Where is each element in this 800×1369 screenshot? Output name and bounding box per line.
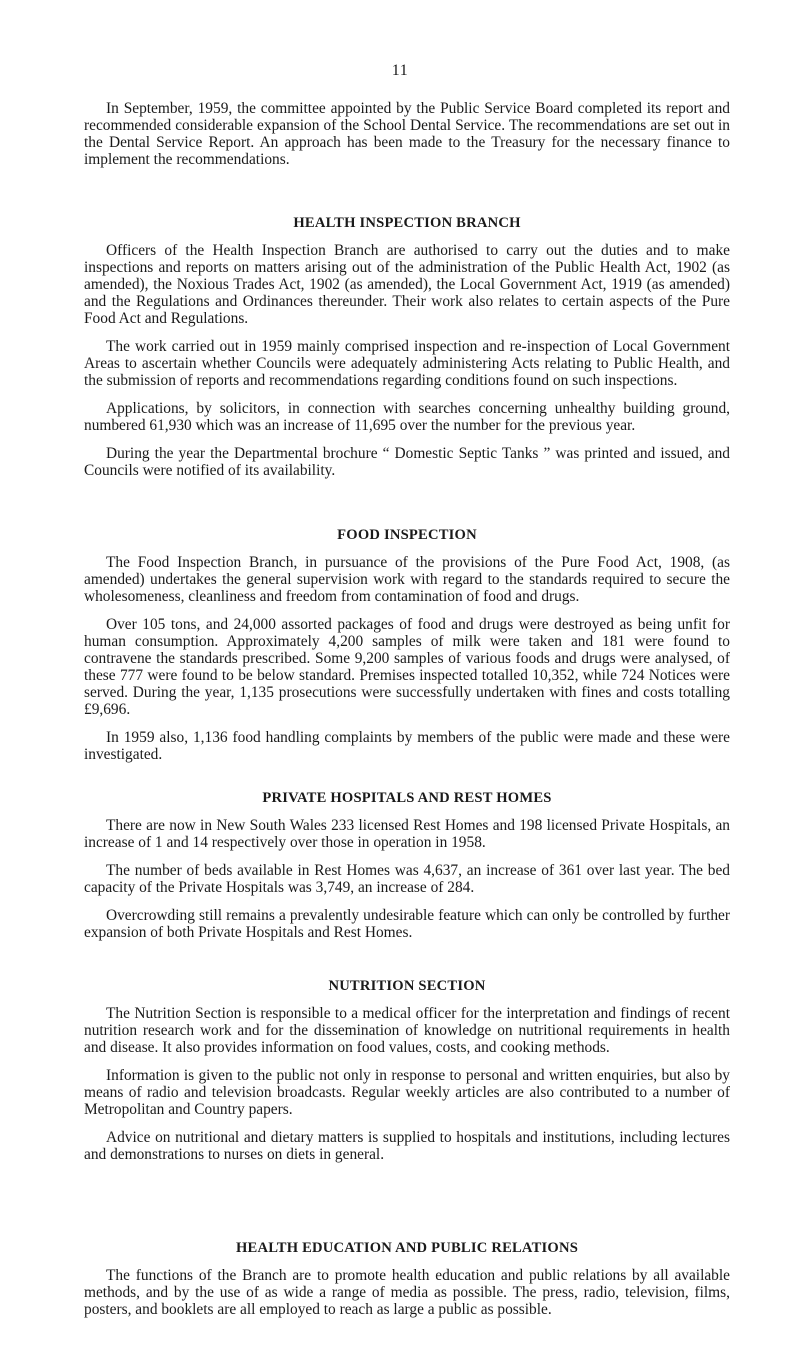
section-paragraph: The functions of the Branch are to promote health education and public relations by all available methods, and by the use of as wide a range of media as possible. The press, radio, television, films, posters, and booklets are all employed to reach as large a public as possible.	[84, 1267, 730, 1318]
section-paragraph: Officers of the Health Inspection Branch are authorised to carry out the duties and to make inspections and reports on matters arising out of the administration of the Public Health Act, 1902 (as amended), the Noxious Trades Act, 1902 (as amended), the Local Government Act, 1919 (as amended) and the Regulations and Ordinances thereunder. Their work also relates to certain aspects of the Pure Food Act and Regulations.	[84, 242, 730, 327]
section-heading: HEALTH EDUCATION AND PUBLIC RELATIONS	[235, 1240, 579, 1256]
section-heading: NUTRITION SECTION	[328, 978, 486, 994]
section-paragraph: During the year the Departmental brochure “ Domestic Septic Tanks ” was printed and issued, and Councils were notified of its availability.	[84, 445, 730, 479]
page-number: 11	[391, 62, 409, 79]
intro-paragraph: In September, 1959, the committee appointed by the Public Service Board completed its report and recommended considerable expansion of the School Dental Service. The recommendations are set out in the Dental Service Report. An approach has been made to the Treasury for the necessary finance to implement the recommendations.	[84, 100, 730, 168]
section-private-hospitals	[84, 790, 730, 952]
section-heading: HEALTH INSPECTION BRANCH	[293, 215, 521, 231]
section-paragraph: The Food Inspection Branch, in pursuance of the provisions of the Pure Food Act, 1908, (as amended) undertakes the general supervision work with regard to the standards required to secure the wholesomeness, cleanliness and freedom from contamination of food and drugs.	[84, 554, 730, 605]
section-paragraph: The number of beds available in Rest Homes was 4,637, an increase of 361 over last year. The bed capacity of the Private Hospitals was 3,749, an increase of 284.	[84, 862, 730, 896]
section-paragraph: Information is given to the public not only in response to personal and written enquiries, but also by means of radio and television broadcasts. Regular weekly articles are also contributed to a number of Metropolitan and Country papers.	[84, 1067, 730, 1118]
section-paragraph: Over 105 tons, and 24,000 assorted packages of food and drugs were destroyed as being unfit for human consumption. Approximately 4,200 samples of milk were taken and 181 were found to contravene the standards prescribed. Some 9,200 samples of various foods and drugs were analysed, of these 777 were found to be below standard. Premises inspected totalled 10,352, while 724 Notices were served. During the year, 1,135 prosecutions were successfully undertaken with fines and costs totalling £9,696.	[84, 616, 730, 718]
section-health-inspection	[84, 215, 730, 490]
section-food-inspection	[84, 527, 730, 774]
section-heading: PRIVATE HOSPITALS AND REST HOMES	[262, 790, 552, 806]
section-health-education	[84, 1240, 730, 1329]
section-paragraph: Applications, by solicitors, in connection with searches concerning unhealthy building ground, numbered 61,930 which was an increase of 11,695 over the number for the previous year.	[84, 400, 730, 434]
section-nutrition	[84, 978, 730, 1174]
section-paragraph: In 1959 also, 1,136 food handling complaints by members of the public were made and these were investigated.	[84, 729, 730, 763]
section-paragraph: There are now in New South Wales 233 licensed Rest Homes and 198 licensed Private Hospitals, an increase of 1 and 14 respectively over those in operation in 1958.	[84, 817, 730, 851]
section-paragraph: Overcrowding still remains a prevalently undesirable feature which can only be controlled by further expansion of both Private Hospitals and Rest Homes.	[84, 907, 730, 941]
section-paragraph: Advice on nutritional and dietary matters is supplied to hospitals and institutions, including lectures and demonstrations to nurses on diets in general.	[84, 1129, 730, 1163]
section-paragraph: The work carried out in 1959 mainly comprised inspection and re-inspection of Local Government Areas to ascertain whether Councils were adequately administering Acts relating to Public Health, and the submission of reports and recommendations regarding conditions found on such inspections.	[84, 338, 730, 389]
section-paragraph: The Nutrition Section is responsible to a medical officer for the interpretation and findings of recent nutrition research work and for the dissemination of knowledge on nutritional requirements in health and disease. It also provides information on food values, costs, and cooking methods.	[84, 1005, 730, 1056]
section-heading: FOOD INSPECTION	[337, 527, 477, 543]
intro-block	[84, 100, 730, 180]
